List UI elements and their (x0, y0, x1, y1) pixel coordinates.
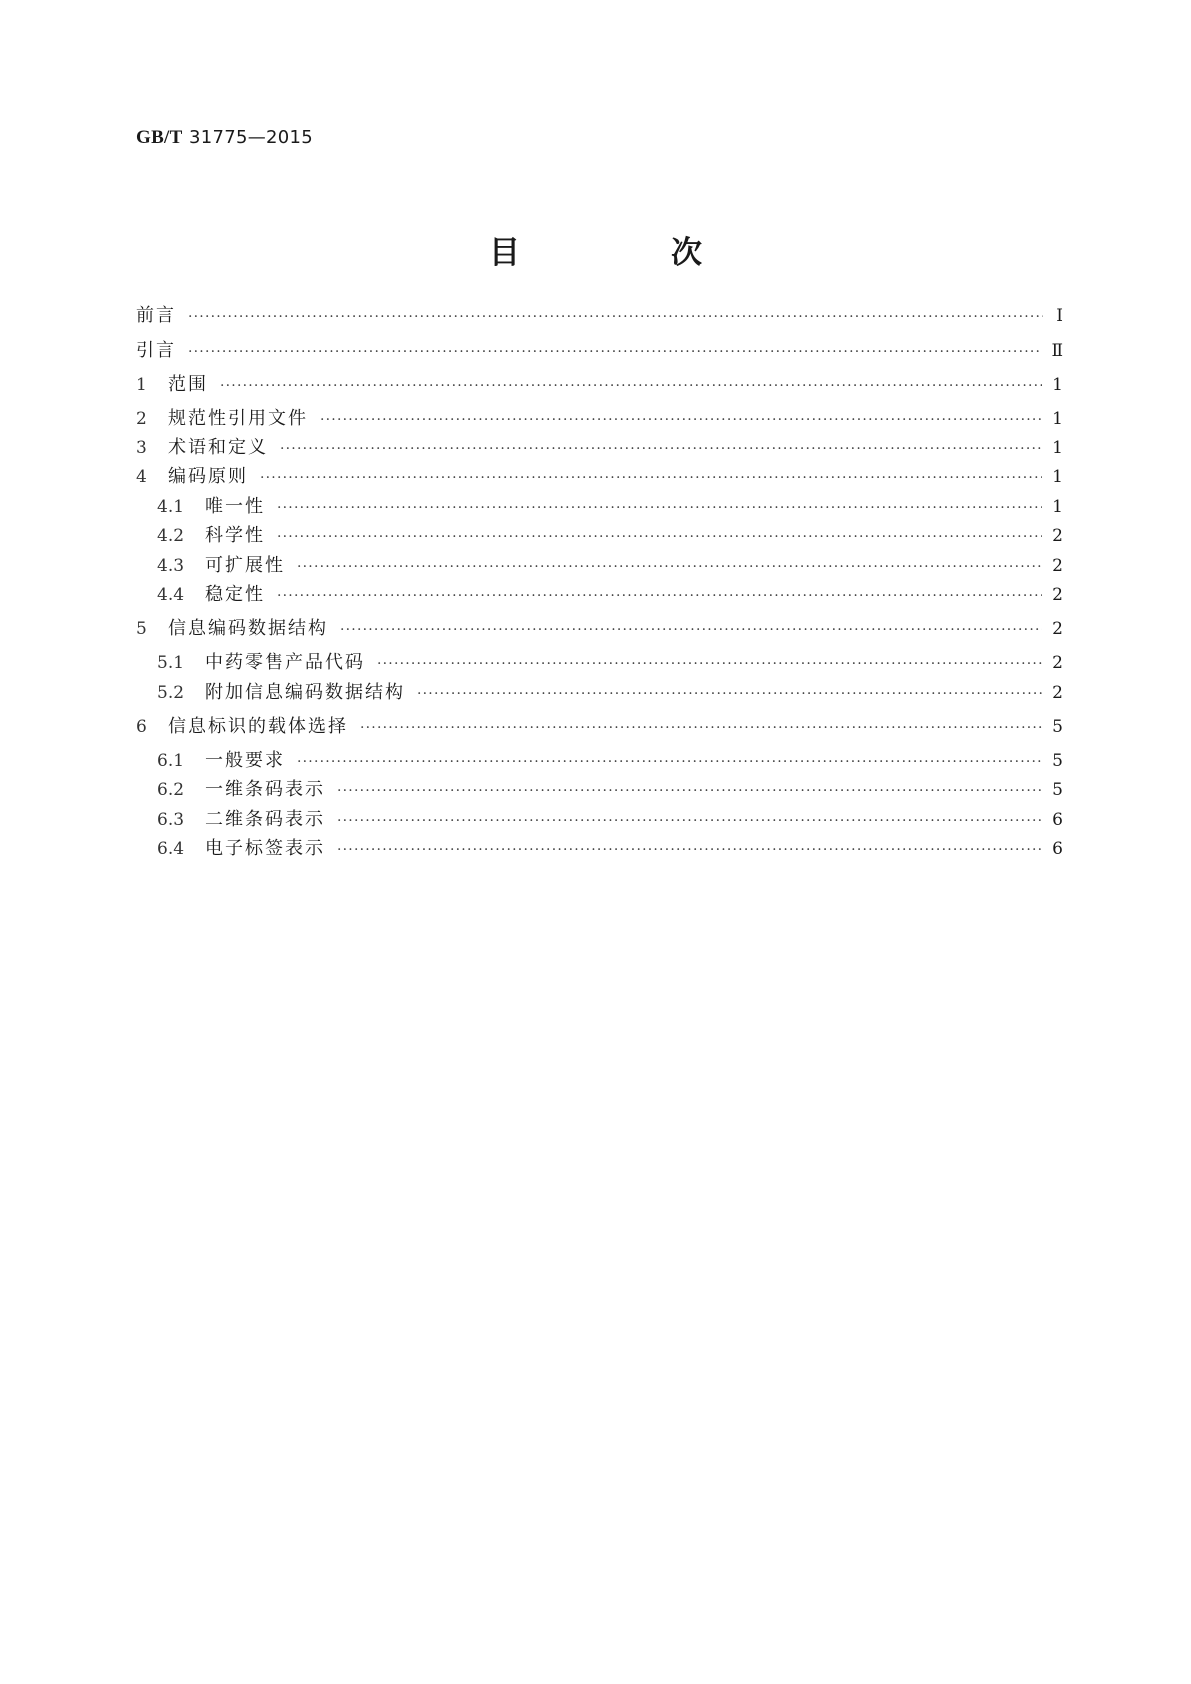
toc-entry-number: 5.1 (157, 653, 185, 673)
toc-entry-label: 可扩展性 (205, 555, 285, 576)
toc-entry-5[interactable] (136, 616, 1063, 642)
toc-entry-label: 引言 (136, 340, 176, 361)
toc-entry-4[interactable] (136, 464, 1063, 490)
toc-entry-page: 1 (1052, 375, 1063, 395)
toc-leader-dots (337, 837, 1042, 863)
toc-entry-page: 2 (1052, 526, 1063, 546)
toc-entry-number: 3 (136, 438, 147, 458)
toc-leader-dots (280, 436, 1042, 462)
toc-entry-page: 5 (1052, 751, 1063, 771)
toc-entry-label: 唯一性 (205, 496, 265, 517)
toc-leader-dots (188, 339, 1041, 365)
toc-entry-page: 2 (1052, 556, 1063, 576)
toc-entry-label: 编码原则 (168, 466, 248, 487)
toc-entry-number: 6.1 (157, 751, 185, 771)
toc-entry-6[interactable] (136, 714, 1063, 740)
standard-number: 31775—2015 (188, 127, 314, 148)
toc-entry-page: Ⅰ (1056, 306, 1063, 326)
toc-leader-dots (337, 778, 1042, 804)
toc-leader-dots (220, 373, 1042, 399)
toc-entry-label: 术语和定义 (168, 437, 268, 458)
toc-entry-page: 5 (1052, 780, 1063, 800)
toc-entry-label: 一维条码表示 (205, 779, 325, 800)
toc-entry-number: 5.2 (157, 683, 185, 703)
toc-leader-dots (297, 554, 1042, 580)
toc-entry-page: 1 (1052, 497, 1063, 517)
toc-entry-number: 2 (136, 409, 147, 429)
toc-entry-page: Ⅱ (1051, 341, 1063, 361)
toc-entry-6-2[interactable] (157, 777, 1063, 803)
toc-entry-1[interactable] (136, 372, 1063, 398)
toc-leader-dots (337, 808, 1042, 834)
toc-entry-page: 6 (1052, 810, 1063, 830)
toc-entry-6-4[interactable] (157, 836, 1063, 862)
toc-entry-number: 6.4 (157, 839, 185, 859)
toc-entry-4-1[interactable] (157, 494, 1063, 520)
toc-leader-dots (260, 465, 1042, 491)
toc-entry-label: 信息编码数据结构 (168, 618, 328, 639)
toc-entry-5-2[interactable] (157, 680, 1063, 706)
toc-entry-number: 1 (136, 375, 147, 395)
toc-leader-dots (417, 681, 1042, 707)
toc-entry-label: 前言 (136, 305, 176, 326)
toc-entry-3[interactable] (136, 435, 1063, 461)
toc-leader-dots (277, 524, 1042, 550)
toc-entry-label: 一般要求 (205, 750, 285, 771)
toc-entry-number: 4 (136, 467, 147, 487)
toc-entry-6-3[interactable] (157, 807, 1063, 833)
toc-entry-label: 范围 (168, 374, 208, 395)
toc-entry-number: 6 (136, 717, 147, 737)
toc-entry-number: 6.2 (157, 780, 185, 800)
toc-entry-label: 信息标识的载体选择 (168, 716, 348, 737)
toc-entry-page: 2 (1052, 683, 1063, 703)
toc-entry-page: 1 (1052, 438, 1063, 458)
toc-leader-dots (340, 617, 1042, 643)
toc-entry-number: 4.1 (157, 497, 185, 517)
toc-leader-dots (360, 715, 1042, 741)
toc-entry-label: 二维条码表示 (205, 809, 325, 830)
toc-leader-dots (277, 495, 1042, 521)
toc-entry-number: 4.3 (157, 556, 185, 576)
toc-entry-page: 1 (1052, 409, 1063, 429)
toc-entry-page: 2 (1052, 585, 1063, 605)
toc-leader-dots (297, 749, 1042, 775)
toc-entry-number: 4.4 (157, 585, 185, 605)
toc-entry-6-1[interactable] (157, 748, 1063, 774)
toc-entry-page: 1 (1052, 467, 1063, 487)
toc-entry-4-3[interactable] (157, 553, 1063, 579)
toc-entry-number: 5 (136, 619, 147, 639)
toc-entry-foreword[interactable] (136, 303, 1063, 329)
toc-entry-4-4[interactable] (157, 582, 1063, 608)
toc-entry-2[interactable] (136, 406, 1063, 432)
toc-entry-5-1[interactable] (157, 650, 1063, 676)
toc-entry-label: 中药零售产品代码 (205, 652, 365, 673)
toc-entry-label: 附加信息编码数据结构 (205, 682, 405, 703)
toc-entry-page: 6 (1052, 839, 1063, 859)
toc-entry-label: 科学性 (205, 525, 265, 546)
toc-entry-page: 2 (1052, 653, 1063, 673)
toc-leader-dots (377, 651, 1042, 677)
toc-entry-label: 电子标签表示 (205, 838, 325, 859)
toc-entry-page: 5 (1052, 717, 1063, 737)
toc-entry-introduction[interactable] (136, 338, 1063, 364)
standard-prefix: GB/T (136, 127, 183, 148)
toc-entry-label: 稳定性 (205, 584, 265, 605)
toc-leader-dots (320, 407, 1042, 433)
standard-code (136, 126, 313, 149)
toc-leader-dots (277, 583, 1042, 609)
toc-entry-4-2[interactable] (157, 523, 1063, 549)
toc-leader-dots (188, 304, 1043, 330)
toc-entry-number: 4.2 (157, 526, 185, 546)
toc-entry-label: 规范性引用文件 (168, 408, 308, 429)
toc-title: 目 次 (489, 235, 762, 271)
toc-entry-page: 2 (1052, 619, 1063, 639)
toc-entry-number: 6.3 (157, 810, 185, 830)
